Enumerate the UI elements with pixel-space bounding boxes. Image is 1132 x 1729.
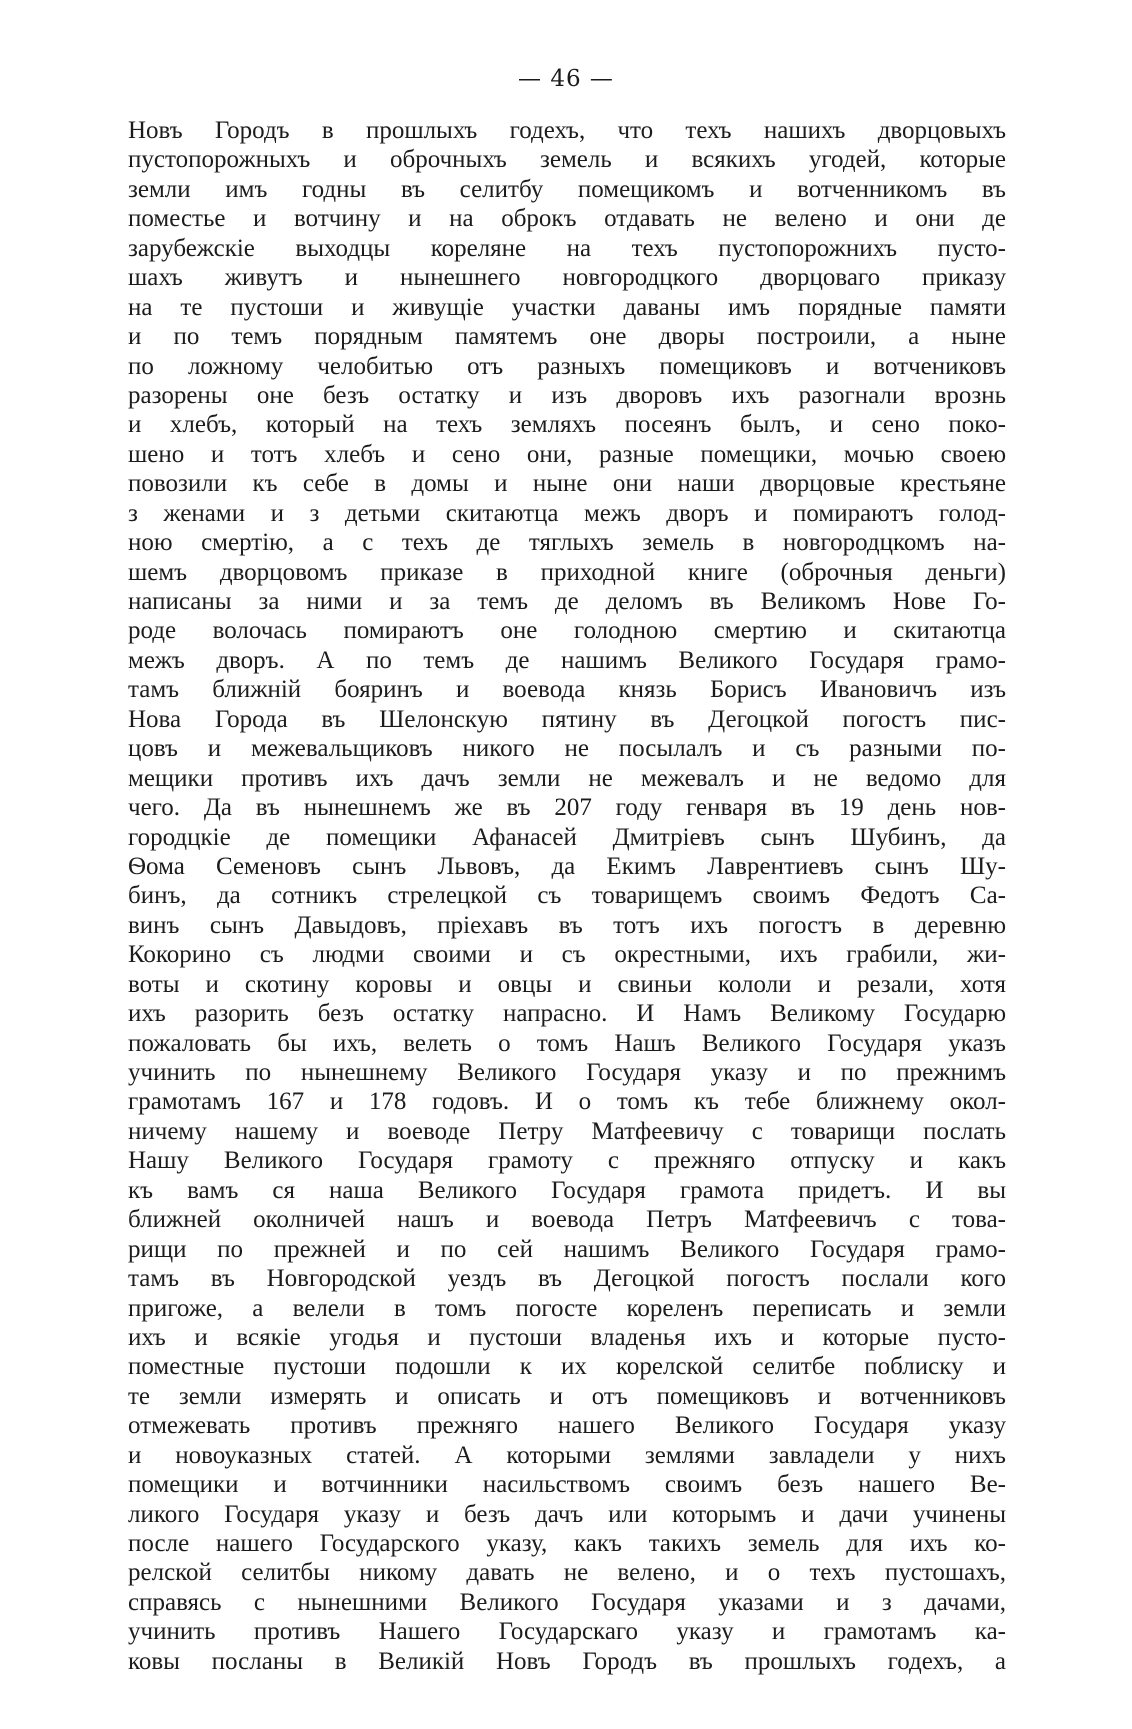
text-line: роде волочась помираютъ оне голодною смертию и скитаютца	[128, 617, 1006, 645]
text-line: Нашу Великого Государя грамоту с прежняго отпуску и какъ	[128, 1147, 1006, 1175]
text-line: бинъ, да сотникъ стрелецкой съ товарищемъ своимъ Федотъ Са-	[128, 882, 1006, 910]
text-line: мещики противъ ихъ дачъ земли не межевалъ и не ведомо для	[128, 764, 1006, 792]
text-line: винъ сынъ Давыдовъ, прiехавъ въ тотъ ихъ погостъ в деревню	[128, 911, 1006, 939]
text-line: разорены оне безъ остатку и изъ дворовъ ихъ разогнали врознь	[128, 381, 1006, 409]
text-line: пригоже, а велели в томъ погосте кореленъ переписать и земли	[128, 1294, 1006, 1322]
text-line: межъ дворъ. А по темъ де нашимъ Великого Государя грамо-	[128, 646, 1006, 674]
text-line: Нова Города въ Шелонскую пятину въ Дегоцкой погостъ пис-	[128, 705, 1006, 733]
text-line: Кокорино съ людми своими и съ окрестными, ихъ грабили, жи-	[128, 941, 1006, 969]
text-line: тамъ ближнiй бояринъ и воевода князь Борисъ Ивановичъ изъ	[128, 676, 1006, 704]
text-line: грамотамъ 167 и 178 годовъ. И о томъ къ тебе ближнему окол-	[128, 1088, 1006, 1116]
text-line: воты и скотину коровы и овцы и свиньи кололи и резали, хотя	[128, 970, 1006, 998]
text-line: шахъ живутъ и нынешнего новгородцкого дворцоваго приказу	[128, 264, 1006, 292]
text-line: къ вамъ ся наша Великого Государя грамота придетъ. И вы	[128, 1176, 1006, 1204]
text-line: учинить по нынешнему Великого Государя указу и по прежнимъ	[128, 1059, 1006, 1086]
text-line: з женами и з детьми скитаютца межъ дворъ и помираютъ голод-	[128, 499, 1006, 527]
text-line: написаны за ними и за темъ де деломъ въ Великомъ Нове Го-	[128, 588, 1006, 615]
text-line: шено и тотъ хлебъ и сено они, разные помещики, мочью своею	[128, 440, 1006, 468]
text-line: цовъ и межевальщиковъ никого не посылалъ и съ разными по-	[128, 735, 1006, 763]
text-line: учинить противъ Нашего Государскаго указу и грамотамъ ка-	[128, 1618, 1006, 1646]
text-line: пожаловать бы ихъ, велеть о томъ Нашъ Великого Государя указъ	[128, 1029, 1006, 1057]
text-line: тамъ въ Новгородской уездъ въ Дегоцкой погостъ послали кого	[128, 1265, 1006, 1293]
text-line: земли имъ годны въ селитбу помещикомъ и вотченникомъ въ	[128, 175, 1006, 203]
text-line: ною смертiю, а с техъ де тяглыхъ земель в новгородцкомъ на-	[128, 529, 1006, 557]
text-line: чего. Да въ нынешнемъ же въ 207 году генваря въ 19 день нов-	[128, 794, 1006, 822]
text-line: ничему нашему и воеводе Петру Матфеевичу с товарищи послать	[128, 1117, 1006, 1145]
text-line: ликого Государя указу и безъ дачъ или которымъ и дачи учинены	[128, 1500, 1006, 1528]
text-line: городцкiе де помещики Афанасей Дмитрiевъ сынъ Шубинъ, да	[128, 823, 1006, 851]
text-line: по ложному челобитью отъ разныхъ помещиковъ и вотчениковъ	[128, 352, 1006, 380]
text-line: рищи по прежней и по сей нашимъ Великого Государя грамо-	[128, 1235, 1006, 1263]
text-line: справясь с нынешними Великого Государя указами и з дачами,	[128, 1588, 1006, 1616]
text-line: шемъ дворцовомъ приказе в приходной книге (оброчныя деньги)	[128, 558, 1006, 586]
text-line: помещики и вотчинники насильствомъ своимъ безъ нашего Ве-	[128, 1471, 1006, 1499]
text-line: поместье и вотчину и на оброкъ отдавать не велено и они де	[128, 205, 1006, 233]
text-line: повозили къ себе в домы и ныне они наши дворцовые крестьяне	[128, 470, 1006, 498]
text-line: те земли измерять и описать и отъ помещиковъ и вотченниковъ	[128, 1382, 1006, 1410]
text-line: и хлебъ, который на техъ земляхъ посеянъ былъ, и сено поко-	[128, 411, 1006, 439]
body-text	[128, 116, 1006, 1676]
text-line: Новъ Городъ в прошлыхъ годехъ, что техъ нашихъ дворцовыхъ	[128, 117, 1006, 144]
text-line: Ѳома Семеновъ сынъ Львовъ, да Екимъ Лаврентиевъ сынъ Шу-	[128, 852, 1006, 880]
text-line: отмежевать противъ прежняго нашего Великого Государя указу	[128, 1412, 1006, 1440]
text-line: пустопорожныхъ и оброчныхъ земель и всякихъ угодей, которые	[128, 146, 1006, 174]
text-line: на те пустоши и живущiе участки даваны имъ порядные памяти	[128, 293, 1006, 321]
text-line: и новоуказных статей. А которыми землями завладели у нихъ	[128, 1441, 1006, 1469]
text-line: после нашего Государского указу, какъ такихъ земель для ихъ ко-	[128, 1530, 1006, 1557]
text-line: релской селитбы никому давать не велено, и о техъ пустошахъ,	[128, 1559, 1006, 1587]
text-line: зарубежскiе выходцы кореляне на техъ пустопорожнихъ пусто-	[128, 234, 1006, 262]
page-number: — 46 —	[518, 66, 614, 92]
text-line: и по темъ порядным памятемъ оне дворы построили, а ныне	[128, 323, 1006, 351]
text-line: ихъ разорить безъ остатку напрасно. И Намъ Великому Государю	[128, 1000, 1006, 1028]
text-line: ихъ и всякiе угодья и пустоши владенья ихъ и которые пусто-	[128, 1323, 1006, 1351]
text-line: ковы посланы в Великiй Новъ Городъ въ прошлыхъ годехъ, а	[128, 1647, 1006, 1675]
text-line: поместные пустоши подошли к их корелской селитбе поблиску и	[128, 1353, 1006, 1381]
text-line: ближней околничей нашъ и воевода Петръ Матфеевичъ с това-	[128, 1206, 1006, 1234]
